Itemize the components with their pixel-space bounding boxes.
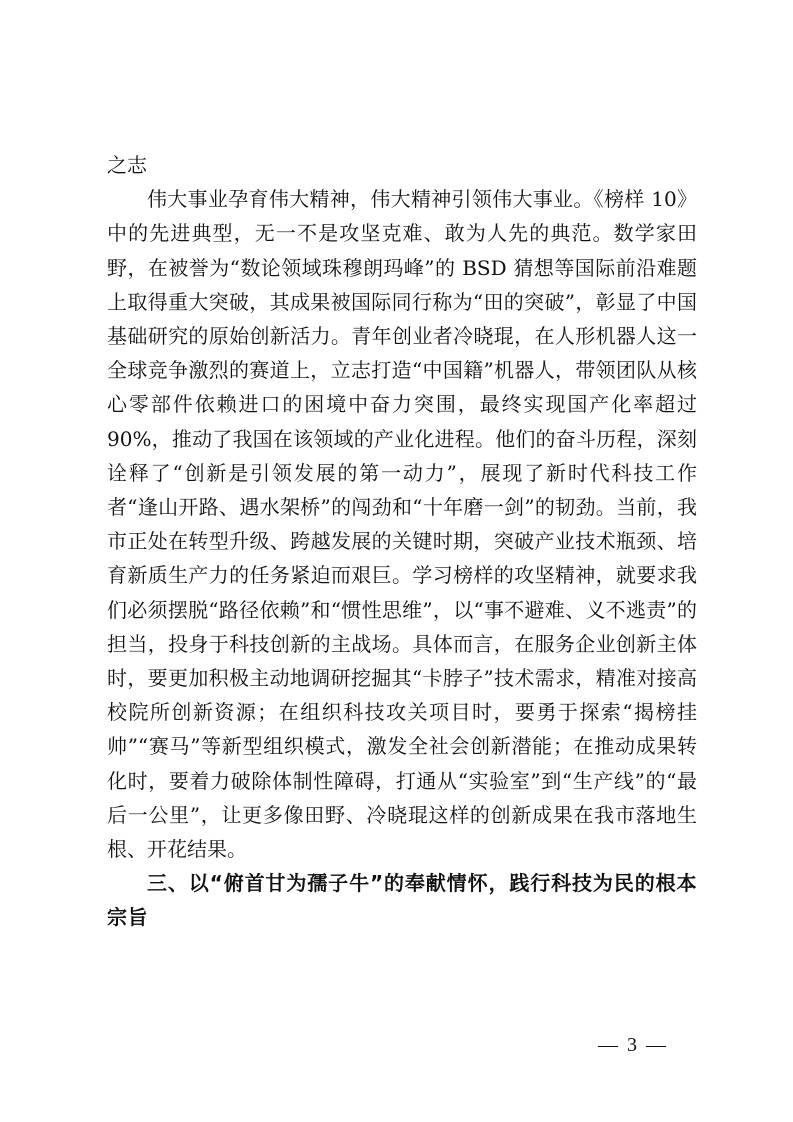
document-body	[107, 148, 697, 935]
continuation-text: 之志	[107, 153, 147, 177]
section-heading: 三、以“俯首甘为孺子牛”的奉献情怀，践行科技为民的根本宗旨	[107, 871, 697, 930]
body-paragraph: 伟大事业孕育伟大精神，伟大精神引领伟大事业。《榜样 10》中的先进典型，无一不是攻坚克难、敢为人先的典范。数学家田野，在被誉为“数论领域珠穆朗玛峰”的 BSD 猜想等国际前沿难题上取得重大突破，其成果被国际同行称为“田的突破”，彰显了中国基础研究的原始创新活力。青年创业者冷晓琨，在人形机器人这一全球竞争激烈的赛道上，立志打造“中国籍”机器人，带领团队从核心零部件依赖进口的困境中奋力突围，最终实现国产化率超过 90%，推动了我国在该领域的产业化进程。他们的奋斗历程，深刻诠释了“创新是引领发展的第一动力”，展现了新时代科技工作者“逢山开路、遇水架桥”的闯劲和“十年磨一剑”的韧劲。当前，我市正处在转型升级、跨越发展的关键时期，突破产业技术瓶颈、培育新质生产力的任务紧迫而艰巨。学习榜样的攻坚精神，就要求我们必须摆脱“路径依赖”和“惯性思维”，以“事不避难、义不逃责”的担当，投身于科技创新的主战场。具体而言，在服务企业创新主体时，要更加积极主动地调研挖掘其“卡脖子”技术需求，精准对接高校院所创新资源；在组织科技攻关项目时，要勇于探索“揭榜挂帅”“赛马”等新型组织模式，激发全社会创新潜能；在推动成果转化时，要着力破除体制性障碍，打通从“实验室”到“生产线”的“最后一公里”，让更多像田野、冷晓琨这样的创新成果在我市落地生根、开花结果。	[107, 187, 697, 862]
page-number: — 3 —	[598, 1034, 668, 1056]
